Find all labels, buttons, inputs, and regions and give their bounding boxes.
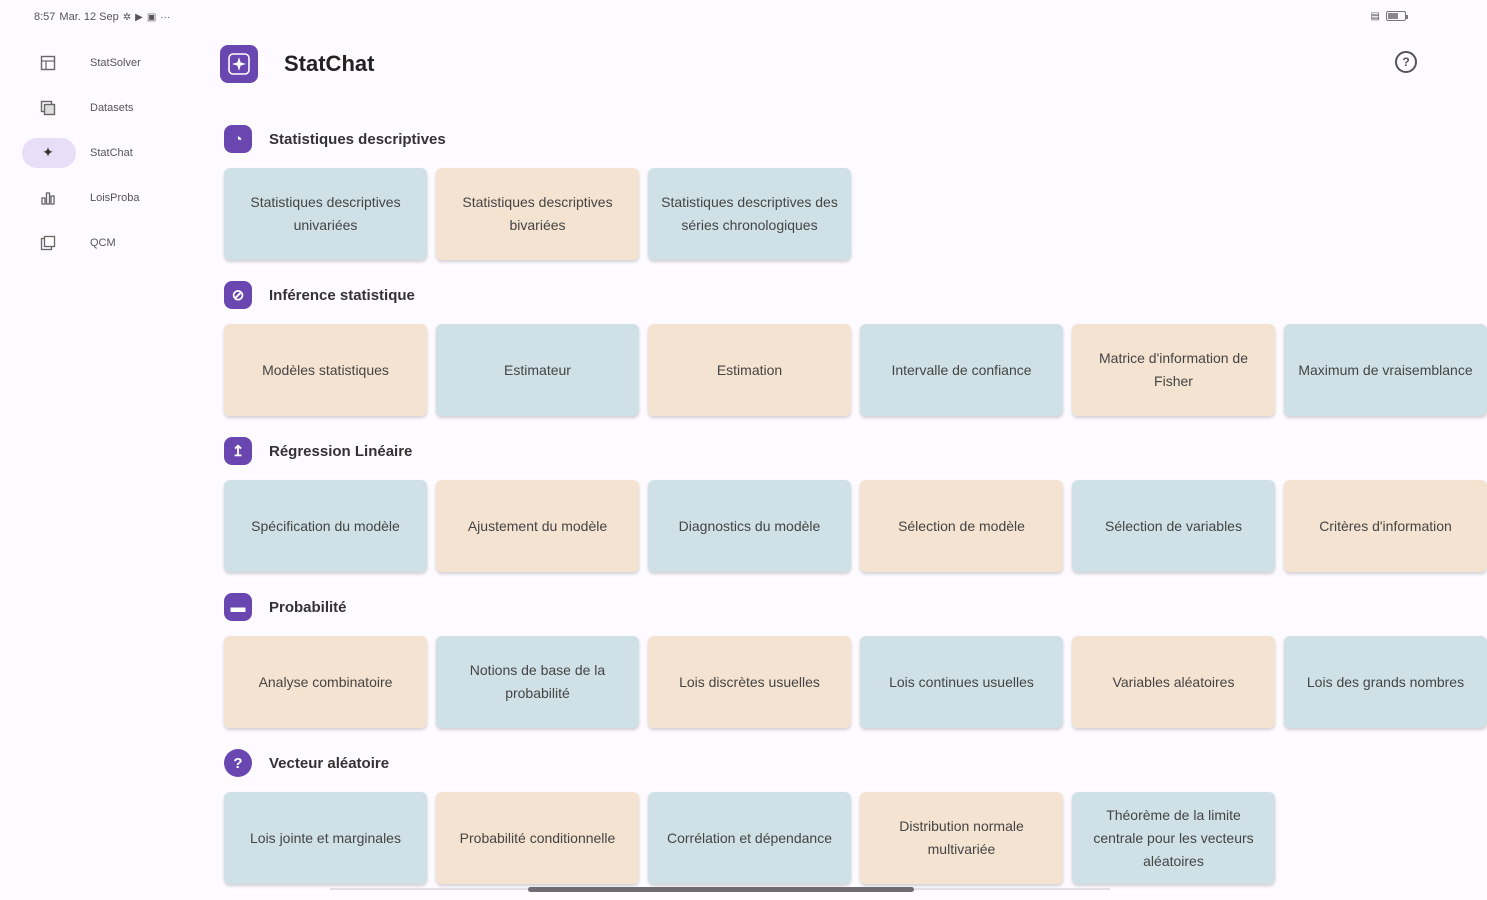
sidebar-item-label: LoisProba bbox=[90, 191, 140, 204]
section-statistiques-descriptives bbox=[224, 124, 1432, 260]
section-title: Statistiques descriptives bbox=[269, 130, 446, 148]
topic-sections bbox=[224, 124, 1473, 884]
regression-icon: ↥ bbox=[224, 437, 252, 465]
analytics-icon: ◔ bbox=[224, 125, 252, 153]
sidebar-item-label: StatChat bbox=[90, 146, 133, 159]
sidebar-item-qcm[interactable] bbox=[0, 220, 200, 265]
topic-card[interactable]: Modèles statistiques bbox=[224, 324, 427, 416]
topic-card[interactable]: Statistiques descriptives des séries chronologiques bbox=[648, 168, 851, 260]
status-date: Mar. 12 Sep bbox=[59, 11, 119, 23]
section-title: Vecteur aléatoire bbox=[269, 754, 390, 772]
topic-card[interactable]: Probabilité conditionnelle bbox=[436, 792, 639, 884]
topic-card[interactable]: Maximum de vraisemblance bbox=[1284, 324, 1487, 416]
probability-icon: ▬ bbox=[224, 593, 252, 621]
gallery-icon: ▣ bbox=[146, 11, 157, 23]
section-header bbox=[224, 280, 1432, 310]
section-regression-lineaire bbox=[224, 436, 1452, 572]
status-bar bbox=[0, 0, 1440, 34]
topic-card[interactable]: Ajustement du modèle bbox=[436, 480, 639, 572]
topic-card[interactable]: Intervalle de confiance bbox=[860, 324, 1063, 416]
quiz-icon bbox=[38, 233, 58, 253]
app-header bbox=[220, 44, 374, 84]
topic-card[interactable]: Lois jointe et marginales bbox=[224, 792, 427, 884]
topic-card[interactable]: Diagnostics du modèle bbox=[648, 480, 851, 572]
section-title: Inférence statistique bbox=[269, 286, 415, 304]
sidebar-item-statsolver[interactable] bbox=[0, 40, 200, 85]
topic-card[interactable]: Lois discrètes usuelles bbox=[648, 636, 851, 728]
section-header bbox=[224, 748, 1432, 778]
help-icon[interactable]: ? bbox=[1395, 51, 1417, 73]
sidebar-item-label: QCM bbox=[90, 236, 116, 249]
sparkle-icon: ✦ bbox=[42, 144, 54, 160]
topic-card[interactable]: Théorème de la limite centrale pour les vecteurs aléatoires bbox=[1072, 792, 1275, 884]
database-icon bbox=[38, 98, 58, 118]
topic-card[interactable]: Spécification du modèle bbox=[224, 480, 427, 572]
section-header bbox=[224, 436, 1432, 466]
sidebar-item-label: Datasets bbox=[90, 101, 134, 114]
inference-icon: ⊘ bbox=[224, 281, 252, 309]
sidebar-nav bbox=[0, 40, 200, 265]
page-title: StatChat bbox=[284, 51, 375, 76]
topic-card[interactable]: Variables aléatoires bbox=[1072, 636, 1275, 728]
topic-card[interactable]: Notions de base de la probabilité bbox=[436, 636, 639, 728]
section-probabilite bbox=[224, 592, 1465, 728]
chart-icon bbox=[38, 188, 58, 208]
table-icon bbox=[38, 53, 58, 73]
battery-level bbox=[1388, 13, 1398, 19]
sidebar-item-label: StatSolver bbox=[90, 56, 141, 69]
section-header bbox=[224, 124, 1432, 154]
topic-card[interactable]: Lois continues usuelles bbox=[860, 636, 1063, 728]
sidebar-item-statchat[interactable] bbox=[0, 130, 200, 175]
random-vector-icon: ? bbox=[224, 749, 252, 777]
play-icon: ▶ bbox=[135, 11, 143, 23]
status-left bbox=[34, 11, 170, 23]
section-header bbox=[224, 592, 1432, 622]
brightness-icon: ✲ bbox=[122, 11, 132, 23]
section-title: Régression Linéaire bbox=[269, 442, 413, 460]
topic-card[interactable]: Estimateur bbox=[436, 324, 639, 416]
topic-card[interactable]: Sélection de modèle bbox=[860, 480, 1063, 572]
more-icon: ··· bbox=[160, 11, 171, 23]
card-row bbox=[224, 480, 1452, 572]
horizontal-scrollbar-thumb[interactable] bbox=[528, 887, 914, 892]
topic-card[interactable]: Matrice d'information de Fisher bbox=[1072, 324, 1275, 416]
status-right bbox=[1371, 11, 1406, 22]
card-row bbox=[224, 636, 1465, 728]
battery-icon bbox=[1386, 11, 1406, 21]
topic-card[interactable]: Statistiques descriptives bivariées bbox=[436, 168, 639, 260]
section-title: Probabilité bbox=[269, 598, 347, 616]
topic-card[interactable]: Distribution normale multivariée bbox=[860, 792, 1063, 884]
card-row bbox=[224, 792, 1432, 884]
wifi-icon: ▤ bbox=[1370, 11, 1380, 22]
section-vecteur-aleatoire bbox=[224, 748, 1432, 884]
topic-card[interactable]: Corrélation et dépendance bbox=[648, 792, 851, 884]
status-time: 8:57 bbox=[34, 11, 56, 23]
sidebar-item-datasets[interactable] bbox=[0, 85, 200, 130]
topic-card[interactable]: Statistiques descriptives univariées bbox=[224, 168, 427, 260]
topic-card[interactable]: Critères d'information bbox=[1284, 480, 1487, 572]
topic-card[interactable]: Sélection de variables bbox=[1072, 480, 1275, 572]
topic-card[interactable]: Analyse combinatoire bbox=[224, 636, 427, 728]
sidebar-item-loisproba[interactable] bbox=[0, 175, 200, 220]
card-row bbox=[224, 168, 1432, 260]
topic-card[interactable]: Lois des grands nombres bbox=[1284, 636, 1487, 728]
card-row bbox=[224, 324, 1473, 416]
topic-card[interactable]: Estimation bbox=[648, 324, 851, 416]
section-inference-statistique bbox=[224, 280, 1473, 416]
app-logo-sparkle-icon bbox=[220, 45, 258, 83]
